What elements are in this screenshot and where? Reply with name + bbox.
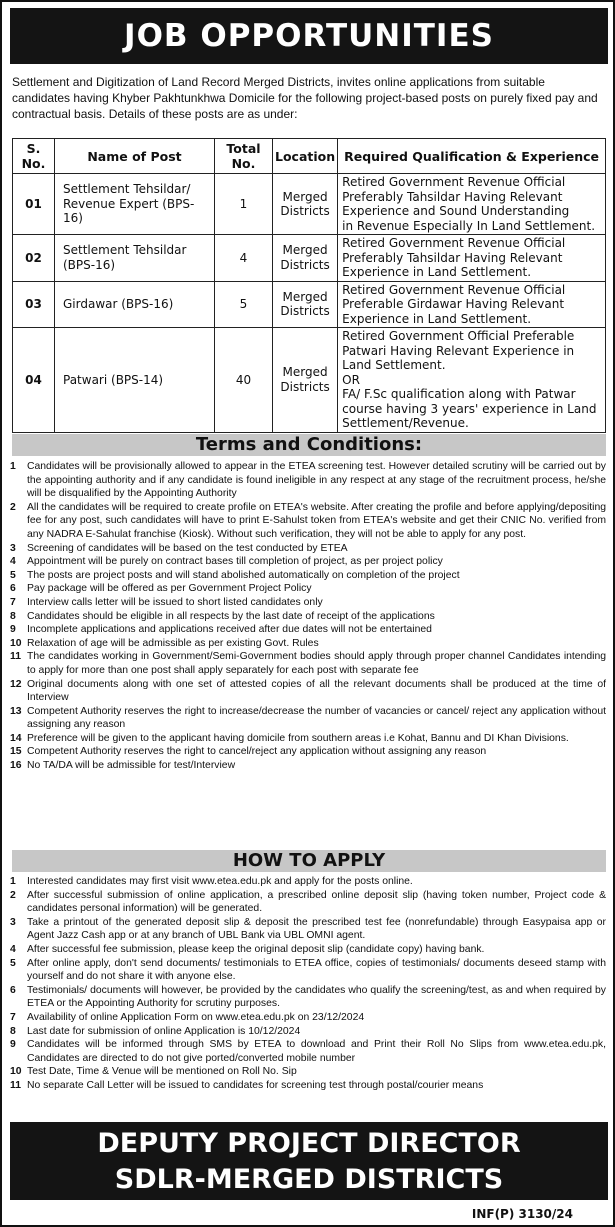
terms-list-item — [10, 759, 606, 773]
item-text: Competent Authority reserves the right to increase/decrease the number of vacancies or cancel/ reject any application without assigning any reason — [27, 705, 606, 731]
apply-list-item — [10, 957, 606, 984]
table-row — [13, 281, 606, 328]
terms-list-item — [10, 650, 606, 677]
item-text: No TA/DA will be admissible for test/Interview — [27, 760, 236, 772]
table-row — [13, 235, 606, 282]
qualification-line: Experience in Land Settlement. — [342, 265, 532, 279]
cell-sno: 02 — [13, 235, 55, 282]
header-total: Total No. — [215, 139, 273, 174]
cell-total: 40 — [215, 328, 273, 433]
cell-qualification — [338, 281, 606, 328]
item-number: 2 — [10, 889, 16, 901]
issuer-line-2: SDLR-MERGED DISTRICTS — [114, 1164, 504, 1195]
qualification-line: OR — [342, 372, 360, 387]
header-qualification: Required Qualification & Experience — [338, 139, 606, 174]
terms-list-item — [10, 569, 606, 583]
item-text: Interested candidates may first visit www.etea.edu.pk and apply for the posts online. — [27, 876, 413, 887]
item-text: The candidates working in Government/Semi-Government bodies should apply through proper channel Candidates intending to apply for more than one post shall apply separately for each post with separate fee — [27, 651, 606, 676]
qualification-line: course having 3 years' experience in Land — [342, 401, 597, 416]
table-row — [13, 174, 606, 235]
item-number: 15 — [10, 746, 22, 758]
cell-qualification — [338, 235, 606, 282]
cell-qualification — [338, 174, 606, 235]
item-number: 8 — [10, 610, 16, 622]
item-text: After successful fee submission, please keep the original deposit slip (candidate copy) having bank. — [27, 943, 485, 955]
apply-list-item — [10, 916, 606, 943]
item-text: Interview calls letter will be issued to short listed candidates only — [27, 596, 323, 608]
terms-list — [10, 460, 606, 773]
item-text: Candidates will be informed through SMS by ETEA to download and Print their Roll No Slips from www.etea.edu.pk, Candidates are directed to do not give ported/converted mobile number — [27, 1039, 606, 1064]
cell-total: 1 — [215, 174, 273, 235]
item-text: Take a printout of the generated deposit slip & deposit the prescribed test fee (nonrefundable) through Easypaisa app or Agent Jazz Cash app or at any branch of UBL Bank via UBL OMNI agent. — [27, 916, 606, 942]
terms-list-item — [10, 582, 606, 596]
terms-list-item — [10, 732, 606, 746]
terms-list-item — [10, 623, 606, 637]
apply-list-item — [10, 875, 606, 889]
issuer-line-1: DEPUTY PROJECT DIRECTOR — [97, 1128, 521, 1159]
apply-list-item — [10, 889, 606, 916]
intro-paragraph: Settlement and Digitization of Land Record Merged Districts, invites online applications from suitable candidates having Khyber Pakhtunkhwa Domicile for the following project-based posts on purely fixed pay and contractual basis. Details of these posts are as under: — [12, 75, 598, 121]
item-text: Relaxation of age will be admissible as per existing Govt. Rules — [27, 637, 319, 649]
terms-list-item — [10, 678, 606, 705]
item-text: Testimonials/ documents will however, be provided by the candidates who qualify the screening/test, as and when required by ETEA or the Appointing Authority for scrutiny purposes. — [27, 984, 606, 1010]
item-number: 14 — [10, 732, 22, 744]
item-number: 5 — [10, 569, 16, 581]
table-row — [13, 328, 606, 433]
item-text: After online apply, don't send documents/ testimonials to ETEA office, copies of testimonials/ documents deseed stamp with yourself and do not share it with anyone else. — [27, 957, 606, 983]
item-number: 1 — [10, 461, 16, 472]
item-text: Appointment will be purely on contract bases till completion of project, as per project policy — [27, 556, 443, 568]
item-number: 3 — [10, 916, 16, 928]
cell-post: Patwari (BPS-14) — [55, 328, 215, 433]
qualification-line: Experience and Sound Understanding — [342, 204, 570, 218]
item-text: Screening of candidates will be based on the test conducted by ETEA — [27, 542, 348, 554]
item-number: 11 — [10, 1079, 21, 1091]
qualification-line: Preferably Tahsildar Having Relevant — [342, 189, 563, 204]
apply-list-item — [10, 1038, 606, 1065]
item-number: 1 — [10, 876, 16, 887]
item-text: Preference will be given to the applicant having domicile from southern areas i.e Kohat, Bannu and DI Khan Divisions. — [27, 732, 569, 744]
item-text: Original documents along with one set of attested copies of all the relevant documents shall be produced at the time of Interview — [27, 678, 606, 704]
item-number: 6 — [10, 583, 16, 595]
qualification-line: in Revenue Especially In Land Settlement. — [342, 218, 596, 233]
cell-post: Settlement Tehsildar/ Revenue Expert (BPS-16) — [55, 174, 215, 235]
item-number: 13 — [10, 705, 22, 717]
terms-list-item — [10, 555, 606, 569]
header-location: Location — [273, 139, 338, 174]
item-number: 7 — [10, 596, 16, 608]
qualification-line: Retired Government Revenue Official — [342, 236, 566, 250]
qualification-line: Land Settlement. — [342, 358, 446, 372]
header-sno: S. No. — [13, 139, 55, 174]
item-number: 9 — [10, 624, 16, 636]
item-number: 16 — [10, 760, 22, 772]
item-text: The posts are project posts and will stand abolished automatically on completion of the project — [27, 569, 460, 581]
cell-location: Merged Districts — [273, 174, 338, 235]
item-number: 5 — [10, 957, 16, 969]
terms-list-item — [10, 596, 606, 610]
terms-list-item — [10, 705, 606, 732]
how-to-apply-list — [10, 875, 606, 1093]
item-number: 11 — [10, 651, 21, 663]
issuer-banner — [10, 1122, 608, 1200]
qualification-line: Retired Government Revenue Official — [342, 282, 566, 297]
cell-sno: 01 — [13, 174, 55, 235]
header-post: Name of Post — [55, 139, 215, 174]
qualification-line: Patwari Having Relevant Experience in — [342, 343, 575, 358]
cell-post: Settlement Tehsildar (BPS-16) — [55, 235, 215, 282]
cell-location: Merged Districts — [273, 235, 338, 282]
item-text: Last date for submission of online Application is 10/12/2024 — [27, 1025, 301, 1037]
item-text: After successful submission of online application, a prescribed online deposit slip (having token number, Project code & candidates personal information) will be generated. — [27, 889, 606, 915]
item-number: 4 — [10, 943, 16, 955]
item-text: Availability of online Application Form on www.etea.edu.pk on 23/12/2024 — [27, 1011, 365, 1023]
item-number: 2 — [10, 501, 16, 513]
cell-total: 5 — [215, 281, 273, 328]
apply-list-item — [10, 1011, 606, 1025]
terms-list-item — [10, 637, 606, 651]
terms-list-item — [10, 745, 606, 759]
item-number: 10 — [10, 637, 22, 649]
terms-list-item — [10, 460, 606, 501]
posts-table — [12, 138, 606, 433]
cell-location: Merged Districts — [273, 281, 338, 328]
item-text: Pay package will be offered as per Government Project Policy — [27, 583, 312, 595]
item-number: 3 — [10, 542, 16, 554]
qualification-line: Preferably Tahsildar Having Relevant — [342, 250, 563, 265]
item-text: All the candidates will be required to create profile on ETEA's website. After creating the profile and before applying/depositing fee for any post, such candidates will have to print E-Sahulst token from ETEA's website and get their CNIC No. verified from any NADRA E-Sahulat franchise (Kiosk). Without such verification, they will not be able to apply for any post. — [27, 501, 607, 540]
item-number: 7 — [10, 1011, 16, 1023]
item-text: Candidates will be provisionally allowed to appear in the ETEA screening test. However detailed scrutiny will be carried out by the appointing authority and if any candidate is found ineligible in any respect at any stage of the recruitment process, he/she will be disqualified by the Appointing Authority — [27, 461, 606, 500]
item-number: 4 — [10, 556, 16, 568]
terms-list-item — [10, 542, 606, 556]
item-number: 12 — [10, 678, 22, 690]
item-number: 8 — [10, 1025, 16, 1037]
item-text: Candidates should be eligible in all respects by the last date of receipt of the applications — [27, 610, 435, 622]
terms-list-item — [10, 610, 606, 624]
terms-heading: Terms and Conditions: — [12, 434, 606, 456]
item-number: 6 — [10, 984, 16, 996]
cell-total: 4 — [215, 235, 273, 282]
apply-list-item — [10, 1025, 606, 1039]
reference-number: INF(P) 3130/24 — [471, 1207, 573, 1221]
cell-qualification — [338, 328, 606, 433]
qualification-line: Retired Government Revenue Official — [342, 175, 566, 189]
apply-list-item — [10, 943, 606, 957]
qualification-line: Settlement/Revenue. — [342, 416, 469, 430]
qualification-line: FA/ F.Sc qualification along with Patwar — [342, 387, 576, 401]
item-text: No separate Call Letter will be issued to candidates for screening test through postal/courier means — [27, 1079, 484, 1091]
qualification-line: Preferable Girdawar Having Relevant — [342, 297, 565, 311]
apply-list-item — [10, 1065, 606, 1079]
item-text: Competent Authority reserves the right to cancel/reject any application without assigning any reason — [27, 746, 487, 758]
cell-sno: 03 — [13, 281, 55, 328]
apply-list-item — [10, 1079, 606, 1093]
item-number: 9 — [10, 1039, 16, 1051]
apply-list-item — [10, 984, 606, 1011]
qualification-line: Retired Government Official Preferable — [342, 329, 575, 343]
cell-location: Merged Districts — [273, 328, 338, 433]
page-title: JOB OPPORTUNITIES — [10, 8, 608, 64]
cell-post: Girdawar (BPS-16) — [55, 281, 215, 328]
qualification-line: Experience in Land Settlement. — [342, 311, 532, 326]
item-text: Incomplete applications and applications received after due dates will not be entertained — [27, 624, 432, 636]
how-to-apply-heading: HOW TO APPLY — [12, 850, 606, 872]
cell-sno: 04 — [13, 328, 55, 433]
item-text: Test Date, Time & Venue will be mentioned on Roll No. Sip — [27, 1066, 297, 1078]
item-number: 10 — [10, 1066, 22, 1078]
table-header-row — [13, 139, 606, 174]
terms-list-item — [10, 501, 606, 542]
